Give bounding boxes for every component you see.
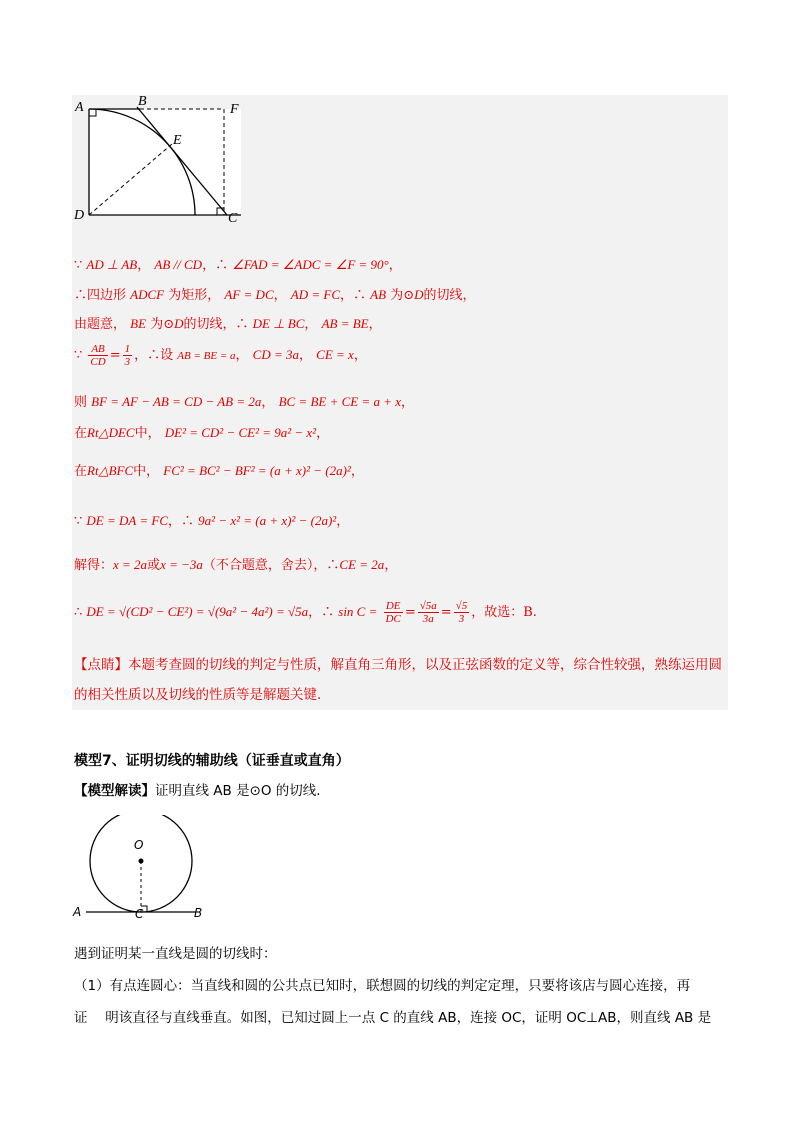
fraction-root5a-3a: $\frac{√5a}{3a}$	[419, 600, 437, 625]
solution-line-5: 则 BF = AF − AB = CD − AB = 2a， BC = BE + CE = a + x，	[74, 394, 415, 410]
fraction-de-dc: $\frac{DE}{DC}$	[385, 600, 401, 625]
body-paragraph-1: 遇到证明某一直线是圆的切线时：	[74, 946, 277, 962]
label-A: A	[75, 100, 84, 115]
fraction-one-third: $\frac{1}{3}$	[124, 343, 131, 368]
fraction-ab-cd: $\frac{AB}{CD}$	[90, 343, 106, 368]
solution-line-10: ∴ DE = √(CD² − CE²) = √(9a² − 4a²) = √5a，∴ sin C = $\frac{DE}{DC}$ = $\frac{√5a}{3a}$ = $\frac{√5}{3}$ ，故选：B.	[74, 600, 537, 625]
solution-line-2: ∴四边形 ADCF 为矩形， AF = DC， AD = FC，∴ AB 为⊙D的切线，	[74, 287, 476, 303]
label-O: O	[134, 838, 144, 852]
solution-line-8: ∵ DE = DA = FC，∴ 9a² − x² = (a + x)² − (2a)²，	[74, 513, 350, 529]
label-E: E	[173, 133, 182, 148]
label-B2: B	[194, 906, 203, 920]
label-F: F	[230, 102, 239, 117]
solution-line-9: 解得：x = 2a或x = −3a（不合题意，舍去），∴CE = 2a，	[74, 557, 398, 573]
model-interpretation: 【模型解读】证明直线 AB 是⊙O 的切线.	[74, 783, 321, 799]
label-B: B	[138, 95, 147, 109]
label-C: C	[228, 211, 238, 226]
section-heading: 模型7、证明切线的辅助线（证垂直或直角）	[74, 753, 350, 769]
solution-line-4: ∵ $\frac{AB}{CD}$ = $\frac{1}{3}$ ，∴设 AB = BE = a， CD = 3a， CE = x，	[74, 343, 367, 368]
key-point-note: 【点睛】本题考查圆的切线的判定与性质，解直角三角形，以及正弦函数的定义等，综合性较强，熟练运用圆的相关性质以及切线的性质等是解题关键.	[74, 657, 722, 703]
tangent-circle-figure	[66, 815, 226, 925]
label-D: D	[74, 208, 85, 223]
solution-line-1: ∵ AD ⊥ AB， AB // CD，∴ ∠FAD = ∠ADC = ∠F = 90°，	[74, 257, 402, 273]
solution-line-6: 在Rt△DEC中， DE² = CD² − CE² = 9a² − x²，	[74, 425, 330, 441]
fraction-root5-3: $\frac{√5}{3}$	[455, 600, 468, 625]
body-paragraph-3: 证 明该直径与直线垂直。如图，已知过圆上一点 C 的直线 AB，连接 OC，证明 OC⊥AB，则直线 AB 是	[74, 1010, 712, 1026]
rectangle-arc-figure	[72, 95, 252, 230]
label-A2: A	[73, 905, 82, 919]
solution-line-3: 由题意， BE 为⊙D的切线，∴ DE ⊥ BC， AB = BE，	[74, 316, 382, 332]
label-C2: C	[135, 907, 144, 921]
body-paragraph-2: （1）有点连圆心：当直线和圆的公共点已知时，联想圆的切线的判定定理，只要将该店与圆心连接，再	[74, 978, 691, 994]
solution-line-7: 在Rt△BFC中， FC² = BC² − BF² = (a + x)² − (2a)²，	[74, 463, 364, 479]
